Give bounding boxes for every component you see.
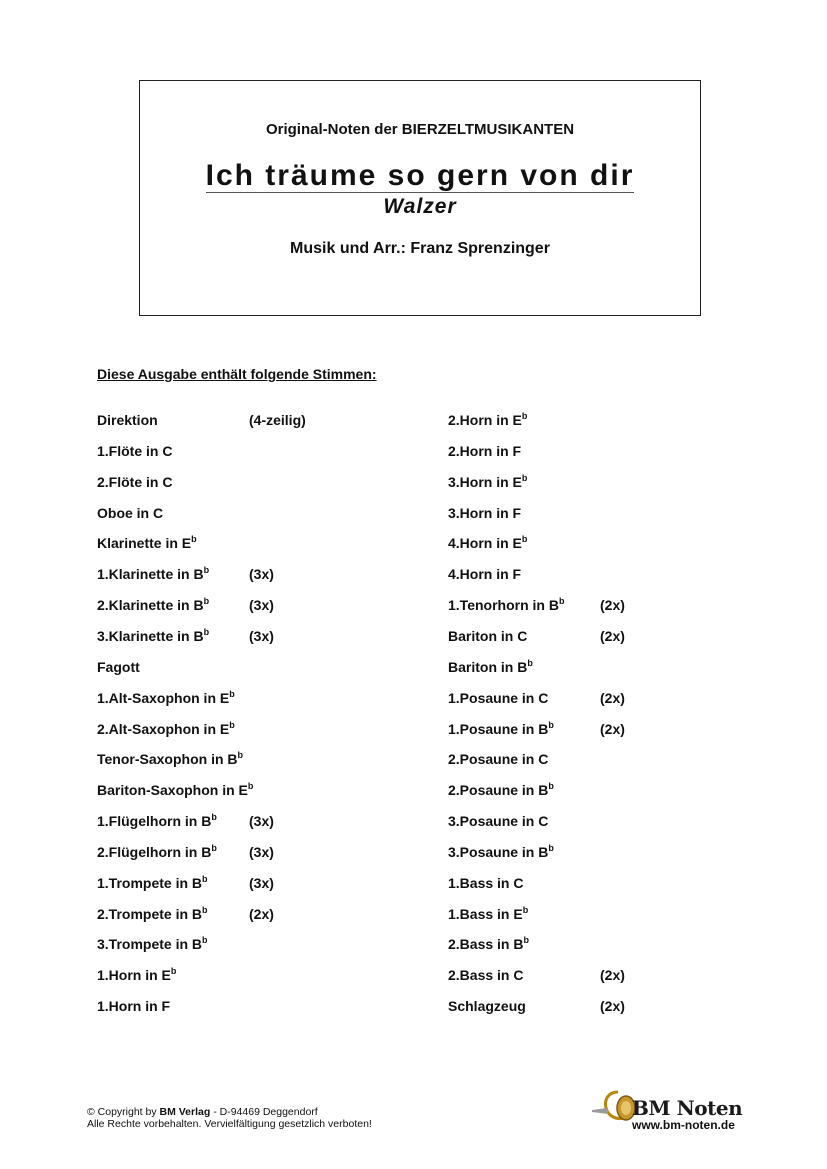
part-count: (3x)	[249, 813, 274, 830]
key-flat: b	[521, 411, 528, 421]
part-count: (3x)	[249, 627, 274, 644]
part-name: 2.Horn in F	[448, 442, 522, 459]
key-flat: b	[202, 935, 208, 946]
part-name: 4.Horn in $E^b$	[448, 534, 528, 552]
logo-text: BM Noten	[632, 1096, 743, 1120]
part-name: Bariton-Saxophon in $E^b$	[97, 781, 254, 799]
part-name: 3.Horn in $E^b$	[448, 472, 528, 490]
part-name: 2.Bass in $B^b$	[448, 935, 529, 953]
part-name: 3.Klarinette in $B^b$	[97, 626, 210, 644]
part-name: 1.Flügelhorn in $B^b$	[97, 812, 217, 830]
page-title-text: Ich träume so gern von dir	[205, 159, 635, 192]
tempo-label: Walzer	[383, 195, 457, 218]
part-name: 4.Horn in F	[448, 566, 522, 583]
part-name: 2.Flöte in C	[97, 473, 173, 490]
key-flat: b	[203, 626, 210, 637]
part-name: 2.Alt-Saxophon in $E^b$	[97, 719, 235, 737]
part-name: 2.Klarinette in $B^b$	[97, 596, 210, 614]
part-name: 1.Tenorhorn in $B^b$	[448, 596, 565, 614]
website-url[interactable]: www.bm-noten.de	[632, 1118, 735, 1132]
part-name: 3.Horn in F	[448, 504, 522, 521]
key-flat: b	[522, 904, 529, 915]
key-flat: b	[203, 565, 210, 576]
part-name: 1.Alt-Saxophon in $E^b$	[97, 688, 235, 706]
part-name: 1.Flöte in C	[97, 442, 173, 459]
key-flat: b	[527, 657, 533, 668]
part-name: 3.Trompete in $B^b$	[97, 935, 208, 953]
key-flat: b	[229, 688, 235, 699]
key-flat: b	[202, 904, 208, 915]
part-name: 1.Posaune in C	[448, 689, 549, 706]
key-flat: b	[211, 812, 217, 823]
key-flat: b	[237, 750, 244, 761]
publisher-name: BM Verlag	[159, 1106, 211, 1118]
composer-credit: Musik und Arr.: Franz Sprenzinger	[290, 240, 550, 257]
part-count: (2x)	[600, 627, 625, 644]
part-name: Direktion	[97, 412, 158, 428]
part-name: 1.Trompete in $B^b$	[97, 873, 208, 891]
part-name: 2.Trompete in $B^b$	[97, 904, 208, 922]
copyright-line	[87, 1106, 372, 1118]
part-name: 3.Posaune in C	[448, 813, 549, 830]
key-flat: b	[521, 534, 528, 545]
part-count: (3x)	[249, 843, 274, 860]
part-count: (3x)	[249, 874, 274, 891]
contents-heading: Diese Ausgabe enthält folgende Stimmen:	[97, 366, 377, 382]
part-count: (2x)	[600, 967, 625, 984]
part-name: 2.Flügelhorn in $B^b$	[97, 842, 217, 860]
key-flat: b	[229, 719, 235, 730]
key-flat: b	[211, 842, 217, 853]
part-name: Schlagzeug	[448, 998, 526, 1015]
page-title	[140, 159, 700, 193]
rights-line: Alle Rechte vorbehalten. Vervielfältigung gesetzlich verboten!	[87, 1118, 372, 1130]
key-flat: b	[548, 719, 554, 730]
part-name: Bariton in $B^b$	[448, 657, 533, 675]
part-name: Tenor-Saxophon in $B^b$	[97, 750, 244, 768]
part-count: (2x)	[249, 905, 274, 922]
subtitle: Original-Noten der BIERZELTMUSIKANTEN	[265, 121, 575, 138]
part-count: (2x)	[600, 720, 625, 737]
key-flat: b	[247, 781, 254, 792]
part-count: (4-zeilig)	[249, 412, 306, 428]
copyright-notice	[87, 1106, 372, 1130]
key-flat: b	[521, 472, 528, 483]
part-count: (3x)	[249, 566, 274, 583]
part-name: Klarinette in $E^b$	[97, 534, 197, 552]
part-name: Bariton in C	[448, 627, 528, 644]
title-box	[139, 80, 701, 316]
part-count: (3x)	[249, 597, 274, 614]
part-name: 1.Posaune in $B^b$	[448, 719, 554, 737]
part-name: 1.Klarinette in $B^b$	[97, 565, 210, 583]
part-count: (2x)	[600, 689, 625, 706]
key-flat: b	[203, 596, 210, 607]
key-flat: b	[170, 966, 177, 977]
part-name: Oboe in C	[97, 504, 164, 521]
key-flat: b	[548, 842, 554, 853]
part-name: 1.Bass in C	[448, 874, 524, 891]
key-flat: b	[558, 596, 565, 607]
publisher-address: - D-94469 Deggendorf	[210, 1106, 318, 1118]
bm-noten-logo	[590, 1086, 743, 1136]
key-flat: b	[191, 534, 197, 545]
part-name: 2.Posaune in C	[448, 751, 549, 768]
part-name: 2.Horn in $E^b$	[448, 411, 528, 428]
part-name: 1.Bass in $E^b$	[448, 904, 529, 922]
part-name: 3.Posaune in $B^b$	[448, 842, 554, 860]
part-name: 2.Bass in C	[448, 967, 524, 984]
key-flat: b	[548, 781, 554, 792]
key-flat: b	[523, 935, 529, 946]
part-name: Fagott	[97, 658, 140, 675]
part-name: 2.Posaune in $B^b$	[448, 781, 554, 799]
key-flat: b	[202, 873, 208, 884]
part-count: (2x)	[600, 597, 625, 614]
copyright-prefix: © Copyright by	[87, 1106, 160, 1118]
part-name: 1.Horn in F	[97, 998, 171, 1015]
part-count: (2x)	[600, 998, 625, 1015]
part-name: 1.Horn in $E^b$	[97, 966, 177, 984]
